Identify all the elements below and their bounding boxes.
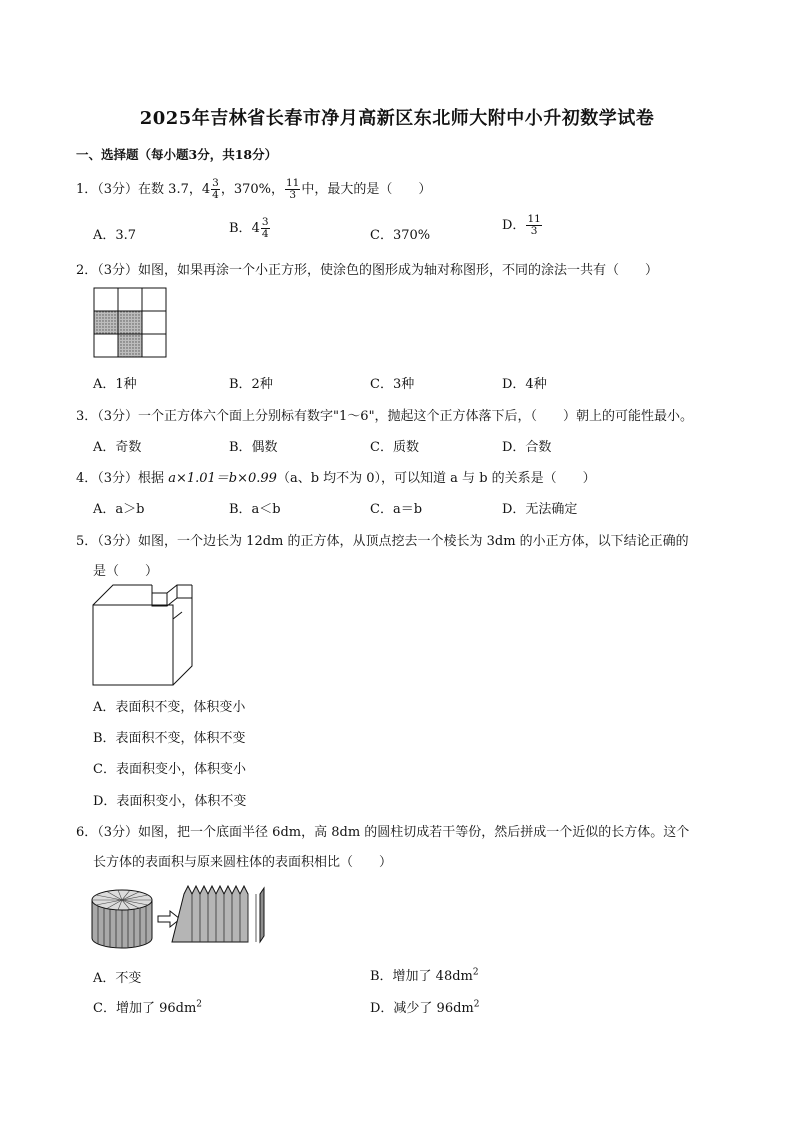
q3-option-c: C．质数: [370, 440, 419, 455]
q2-grid-figure: [93, 287, 167, 359]
question-6-stem-line1: 6．（3分）如图，把一个底面半径 6dm，高 8dm 的圆柱切成若干等份，然后拼成一个近似的长方体。这个: [76, 825, 690, 840]
q2-option-d: D．4种: [502, 377, 547, 392]
q2-option-b: B．2种: [229, 377, 273, 392]
q5-option-a: A．表面积不变，体积变小: [93, 700, 246, 715]
page-title: 2025年吉林省长春市净月高新区东北师大附中小升初数学试卷: [139, 108, 655, 129]
q3-option-b: B．偶数: [229, 440, 278, 455]
question-5-stem-line1: 5．（3分）如图，一个边长为 12dm 的正方体，从顶点挖去一个棱长为 3dm 的小正方体，以下结论正确的: [76, 534, 689, 549]
section-heading: 一、选择题（每小题3分，共18分）: [76, 147, 278, 162]
q4-expression: a×1.01＝b×0.99: [168, 471, 277, 486]
q5-cube-figure: [92, 584, 194, 686]
q4-text-a: 4．（3分）根据: [76, 471, 169, 486]
q1-option-b-fraction: [261, 217, 270, 240]
q4-option-b: B．a＜b: [229, 502, 281, 517]
q1-option-d-fraction: [526, 214, 541, 237]
q6-option-d-text: D．减少了 96dm: [370, 1001, 474, 1016]
q1-text-b: ，370%，: [220, 182, 284, 197]
q1-fraction-3-4: [211, 178, 220, 201]
q4-option-d: D．无法确定: [502, 502, 578, 517]
q6-option-b-text: B．增加了 48dm: [370, 969, 473, 984]
q1-option-b-den: 4: [261, 228, 269, 240]
q6-option-c: [93, 997, 202, 1016]
q1-frac-num: 3: [212, 177, 219, 189]
q1-mixed-whole: 4: [201, 182, 211, 197]
q1-option-b: [229, 217, 271, 240]
q6-option-c-text: C．增加了 96dm: [93, 1001, 197, 1016]
q6-option-a: A．不变: [93, 971, 142, 986]
q3-option-a: A．奇数: [93, 440, 142, 455]
q1-option-b-label: B．: [229, 221, 252, 236]
question-1-stem: [76, 178, 431, 201]
question-2-stem: 2．（3分）如图，如果再涂一个小正方形，使涂色的图形成为轴对称图形，不同的涂法一共有（ ）: [76, 263, 659, 278]
q1-option-b-whole: 4: [251, 221, 260, 236]
q1-frac2-num: 11: [286, 177, 300, 189]
q6-option-b-sup: 2: [472, 967, 479, 978]
q3-option-d: D．合数: [502, 440, 552, 455]
q4-option-c: C．a＝b: [370, 502, 423, 517]
q1-option-c: C．370%: [370, 228, 431, 243]
q1-option-d-label: D．: [502, 218, 526, 233]
question-6-stem-line2: 长方体的表面积与原来圆柱体的表面积相比（ ）: [93, 855, 393, 870]
q1-option-d-den: 3: [530, 225, 538, 237]
q1-option-b-num: 3: [261, 216, 269, 228]
q6-option-c-sup: 2: [196, 999, 203, 1010]
q1-fraction-11-3: [285, 178, 300, 201]
question-3-stem: 3．（3分）一个正方体六个面上分别标有数字"1～6"，抛起这个正方体落下后，（ ）朝上的可能性最小。: [76, 409, 694, 424]
q6-option-b: [370, 965, 479, 984]
q1-frac2-den: 3: [289, 189, 297, 201]
q6-option-d: [370, 997, 479, 1016]
q2-option-c: C．3种: [370, 377, 415, 392]
question-5-stem-line2: 是（ ）: [93, 564, 159, 579]
q1-frac-den: 4: [212, 189, 219, 201]
q4-option-a: A．a＞b: [93, 502, 145, 517]
q1-text-c: 中，最大的是（ ）: [301, 182, 432, 197]
q1-option-d-num: 11: [527, 213, 541, 225]
q5-option-b: B．表面积不变，体积不变: [93, 731, 246, 746]
q5-option-c: C．表面积变小，体积变小: [93, 762, 246, 777]
question-4-stem: [76, 467, 596, 486]
q6-cylinder-figure: [90, 880, 270, 952]
q4-text-b: （a、b 均不为 0），可以知道 a 与 b 的关系是（ ）: [276, 471, 596, 486]
q6-option-d-sup: 2: [473, 999, 480, 1010]
q1-option-a: A．3.7: [93, 228, 137, 243]
q5-option-d: D．表面积变小，体积不变: [93, 794, 247, 809]
q1-text-a: 1．（3分）在数 3.7，: [76, 182, 202, 197]
q1-option-d: [502, 214, 543, 237]
q2-option-a: A．1种: [93, 377, 137, 392]
